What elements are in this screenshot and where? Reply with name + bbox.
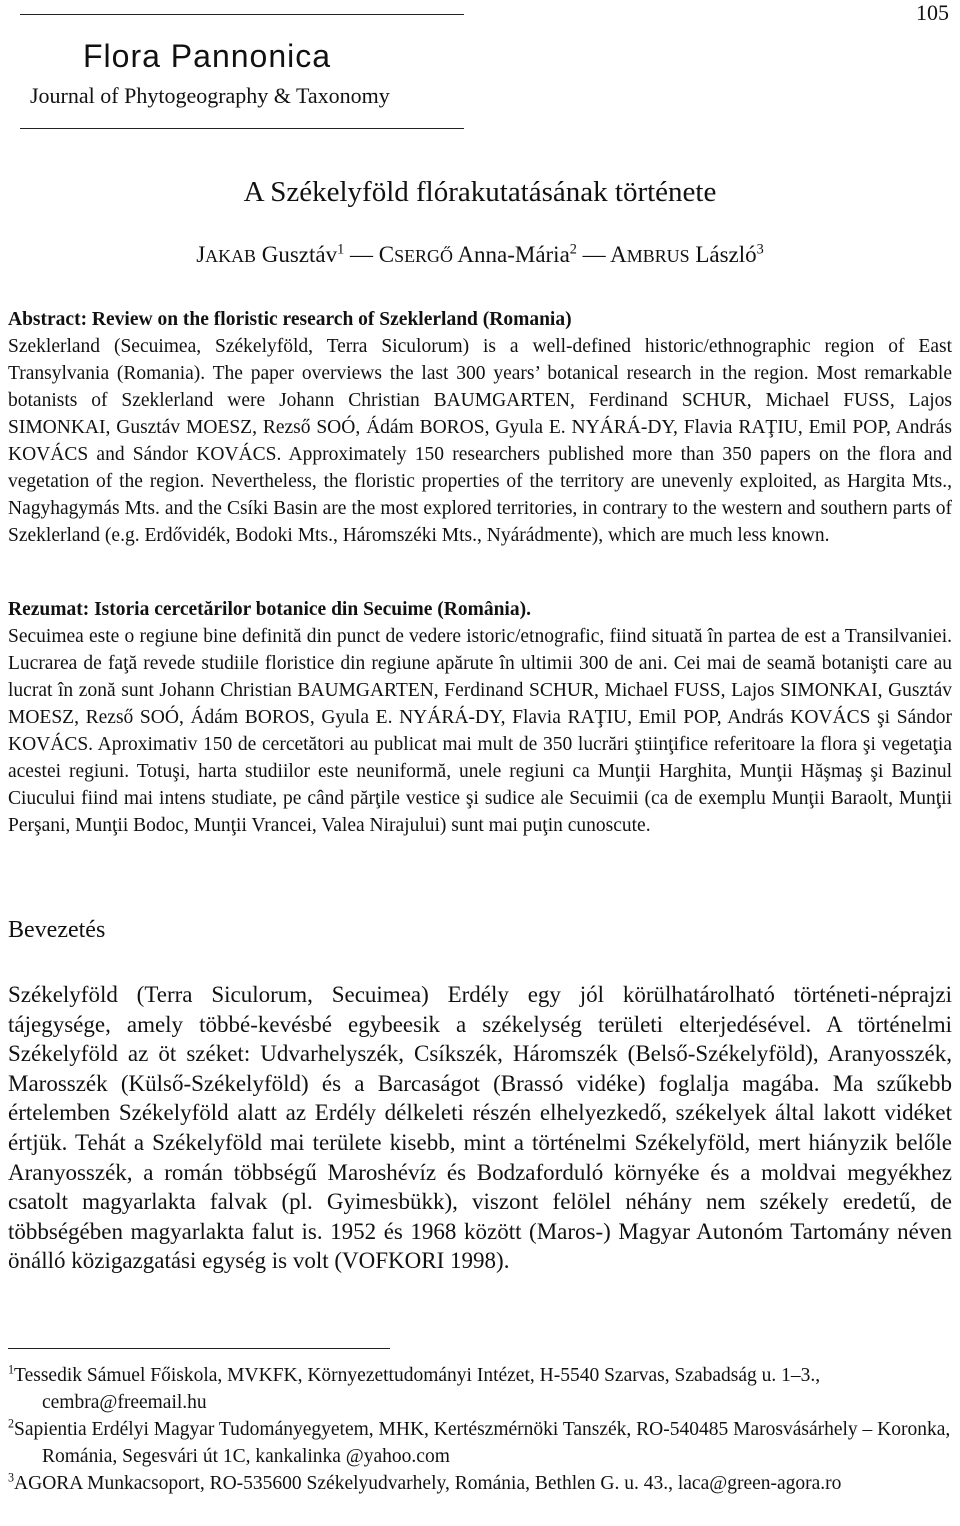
author-list [0,242,960,268]
header-top-rule [20,14,464,15]
author-3: AMBRUS László$^3$ [610,241,764,267]
author-2: CSERGŐ Anna-Mária$^2$ [378,241,577,267]
abstract-ro-text: Secuimea este o regiune bine definită din punct de vedere istoric/etnografic, fiind situată în partea de est a Transilvaniei. Lucrarea de faţă revede studiile floristice din regiune apărute în ultimii 300 de ani. Cei mai de seamă botanişti care au lucrat în zonă sunt Johann Christian BAUMGARTEN, Ferdinand SCHUR, Michael FUSS, Lajos SIMONKAI, Gusztáv MOESZ, Rezső SOÓ, Ádám BOROS, Gyula E. NYÁRÁ-DY, Flavia RAŢIU, Emil POP, András KOVÁCS şi Sándor KOVÁCS. Aproximativ 150 de cercetători au publicat mai mult de 350 lucrări ştiinţifice referitoare la flora şi vegetaţia acestei regiuni. Totuşi, harta studiilor este neuniformă, unele regiuni ca Munţii Harghita, Munţii Hăşmaş şi Bazinul Ciucului fiind mai intens studiate, pe când părţile vestice şi sudice ale Secuimii (ca de exemplu Munţii Baraolt, Munţii Perşani, Munţii Bodoc, Munţii Vrancei, Valea Nirajului) sunt mai puţin cunoscute. [8,626,952,836]
author-separator: — [350,242,373,267]
footnotes [8,1362,952,1497]
abstract-en [8,306,952,549]
section-heading: Bevezetés [8,917,106,943]
abstract-ro-heading: Rezumat: Istoria cercetărilor botanice din Secuime (România). [8,599,531,620]
footnote-3: $^3$AGORA Munkacsoport, RO-535600 Székelyudvarhely, Románia, Bethlen G. u. 43., laca@green-agora.ro [8,1470,842,1494]
footnote-rule [8,1348,390,1349]
author-1: JAKAB Gusztáv$^1$ [196,241,345,267]
page-number: 105 [916,0,949,25]
abstract-en-heading: Abstract: Review on the floristic research of Szeklerland (Romania) [8,309,572,330]
abstract-ro [8,596,952,839]
header-bottom-rule [20,128,464,129]
journal-subtitle: Journal of Phytogeography & Taxonomy [30,83,390,108]
abstract-en-text: Szeklerland (Secuimea, Székelyföld, Terra Siculorum) is a well-defined historic/ethnographic region of East Transylvania (Romania). The paper overviews the last 300 years’ botanical research in the region. Most remarkable botanists of Szeklerland were Johann Christian BAUMGARTEN, Ferdinand SCHUR, Michael FUSS, Lajos SIMONKAI, Gusztáv MOESZ, Rezső SOÓ, Ádám BOROS, Gyula E. NYÁRÁ-DY, Flavia RAŢIU, Emil POP, András KOVÁCS and Sándor KOVÁCS. Approximately 150 researchers published more than 350 papers on the flora and vegetation of the region. Nevertheless, the floristic properties of the territory are unevenly exploited, as Hargita Mts., Nagyhagymás Mts. and the Csíki Basin are the most explored territories, in contrary to the western and southern parts of Szeklerland (e.g. Erdővidék, Bodoki Mts., Háromszéki Mts., Nyárádmente), which are much less known. [8,336,952,546]
footnote-1: $^1$Tessedik Sámuel Főiskola, MVKFK, Környezettudományi Intézet, H-5540 Szarvas, Szabadság u. 1–3., cembra@freemail.hu [8,1362,821,1413]
section-body: Székelyföld (Terra Siculorum, Secuimea) Erdély egy jól körülhatárolható történeti-néprajzi tájegysége, amely többé-kevésbé egybeesik a székelység területi elterjedésével. A történelmi Székelyföld az öt széket: Udvarhelyszék, Csíkszék, Háromszék (Belső-Székelyföld), Aranyosszék, Marosszék (Külső-Székelyföld) és a Barcaságot (Brassó vidéke) foglalja magába. Ma szűkebb értelemben Székelyföld alatt az Erdély délkeleti részén elhelyezkedő, székelyek által lakott vidéket értjük. Tehát a Székelyföld mai területe kisebb, mint a történelmi Székelyföld, mert hiányzik belőle Aranyosszék, a román többségű Maroshévíz és Bodzaforduló környéke és a moldvai megyékhez csatolt magyarlakta falvak (pl. Gyimesbükk), viszont felölel néhány nem székely eredetű, de többségében magyarlakta falut is. 1952 és 1968 között (Maros-) Magyar Autonóm Tartomány néven önálló közigazgatási egység is volt (VOFKORI 1998). [8,982,952,1274]
journal-title: Flora Pannonica [83,38,332,74]
author-separator: — [582,242,606,267]
article-title: A Székelyföld flórakutatásának története [243,176,717,208]
footnote-2: $^2$Sapientia Erdélyi Magyar Tudományegyetem, MHK, Kertészmérnöki Tanszék, RO-540485 Marosvásárhely – Koronka, Románia, Segesvári út 1C, kankalinka @yahoo.com [8,1416,951,1467]
